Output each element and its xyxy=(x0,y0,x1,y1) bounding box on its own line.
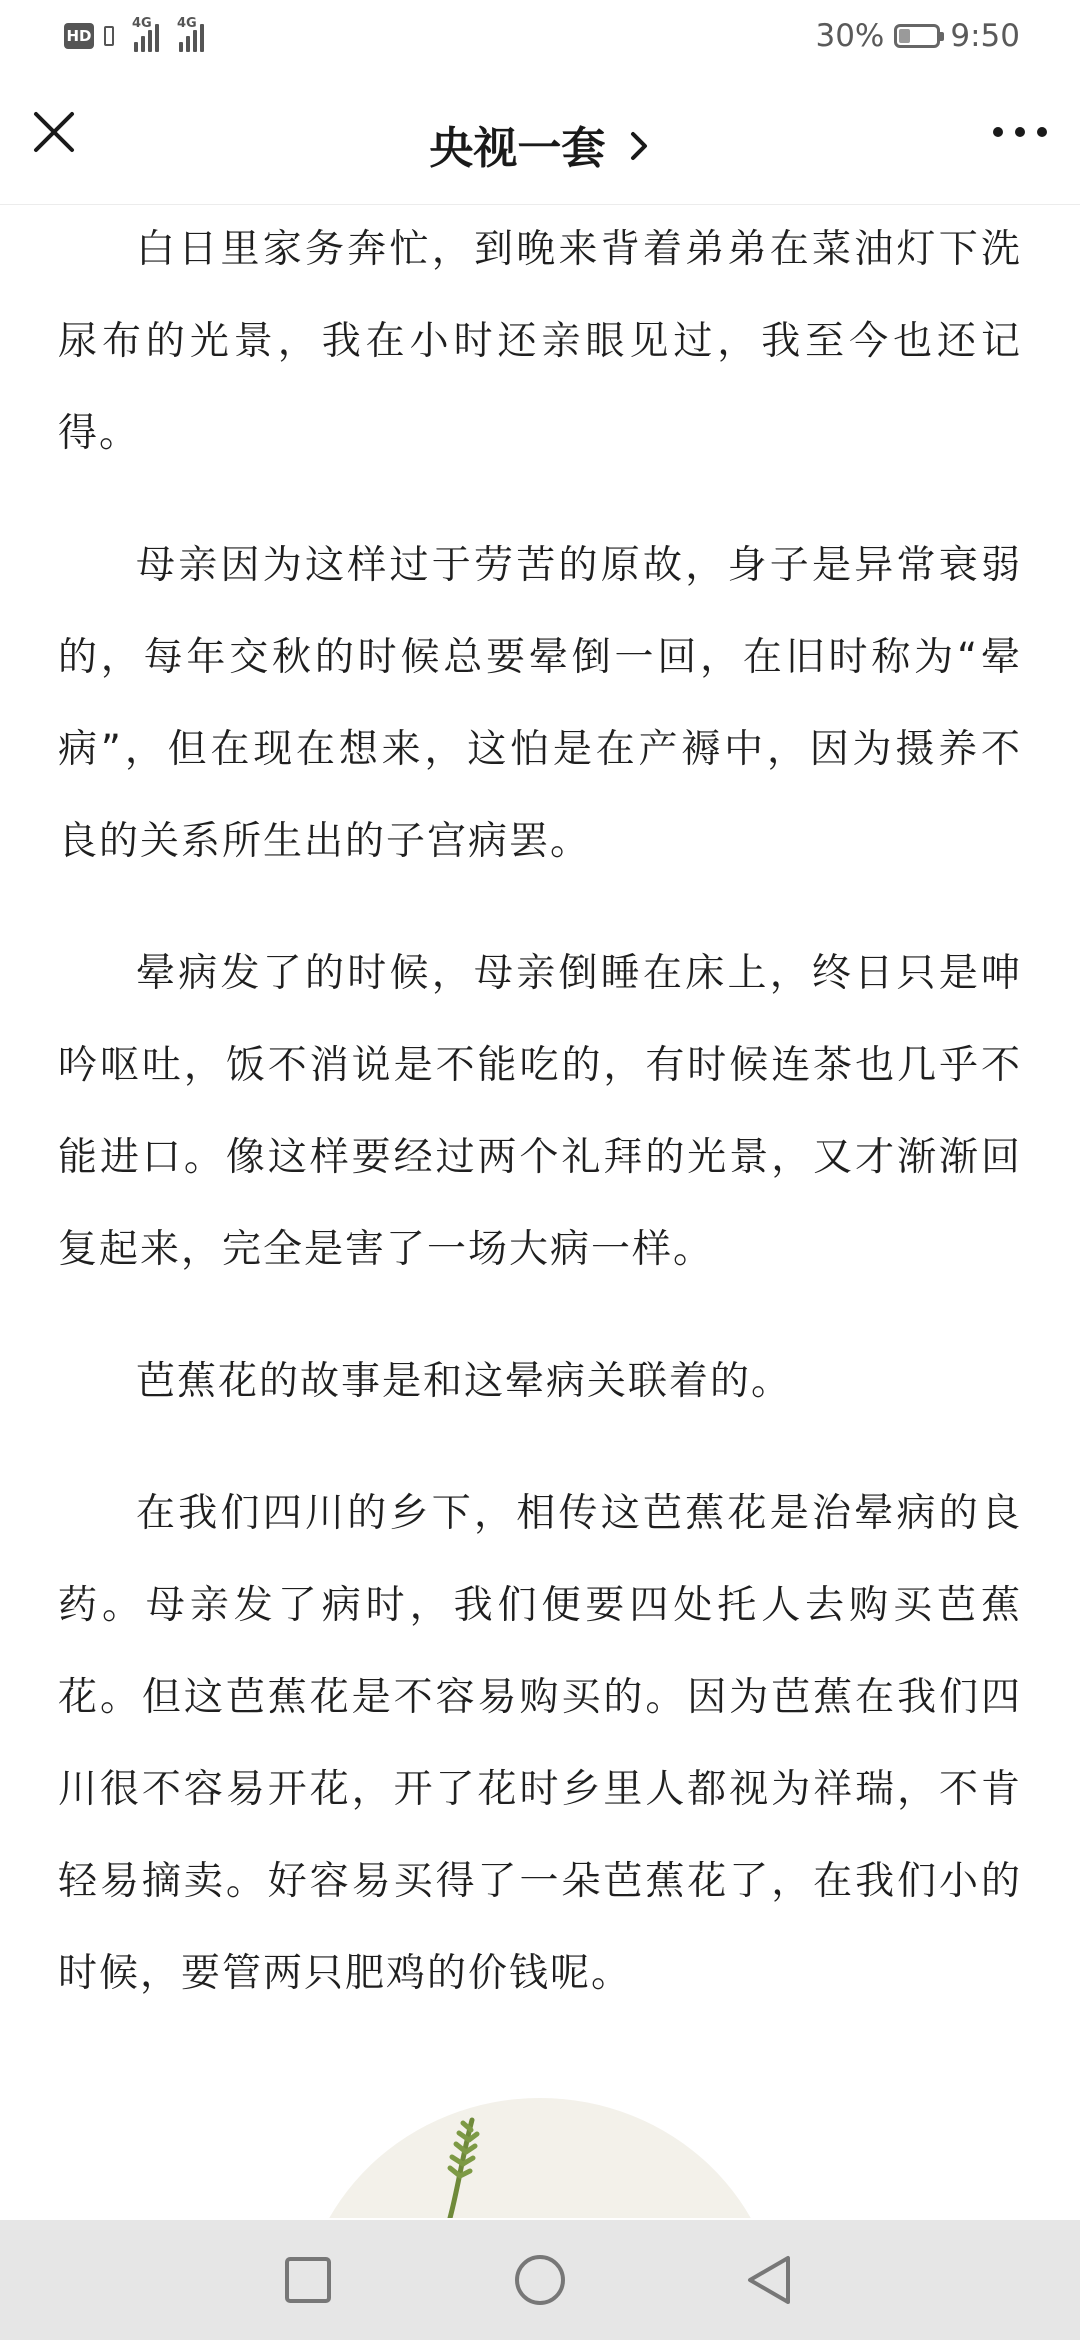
triangle-back-icon xyxy=(740,2250,800,2310)
network-type-label-2: 4G xyxy=(177,16,197,31)
recent-apps-button[interactable] xyxy=(278,2250,338,2310)
system-navigation-bar xyxy=(0,2220,1080,2340)
volte-icon xyxy=(104,26,114,46)
chevron-right-icon xyxy=(629,126,651,177)
battery-icon xyxy=(894,24,940,48)
page-title: 央视一套 xyxy=(429,123,606,174)
article-illustration xyxy=(300,2098,780,2218)
battery-fill xyxy=(899,29,910,43)
status-bar xyxy=(0,0,1080,72)
article-paragraph: 晕病发了的时候，母亲倒睡在床上，终日只是呻吟呕吐，饭不消说是不能吃的，有时候连茶也几乎不能进口。像这样要经过两个礼拜的光景，又才渐渐回复起来，完全是害了一场大病一样。 xyxy=(58,951,1022,1272)
signal-icon-1 xyxy=(132,16,159,52)
page-title-link[interactable] xyxy=(0,112,1080,177)
status-right xyxy=(815,18,1020,54)
more-horizontal-icon xyxy=(990,112,1050,152)
header-bar xyxy=(0,72,1080,205)
network-type-label-1: 4G xyxy=(132,16,152,31)
clock: 9:50 xyxy=(950,18,1020,54)
article-paragraph: 芭蕉花的故事是和这晕病关联着的。 xyxy=(136,1359,793,1404)
more-options-button[interactable] xyxy=(990,112,1050,152)
article-paragraph: 白日里家务奔忙，到晚来背着弟弟在菜油灯下洗尿布的光景，我在小时还亲眼见过，我至今也还记得。 xyxy=(58,227,1022,456)
article-body xyxy=(58,204,1022,2020)
article-paragraph: 在我们四川的乡下，相传这芭蕉花是治晕病的良药。母亲发了病时，我们便要四处托人去购买芭蕉花。但这芭蕉花是不容易购买的。因为芭蕉在我们四川很不容易开花，开了花时乡里人都视为祥瑞，不肯轻易摘卖。好容易买得了一朵芭蕉花了，在我们小的时候，要管两只肥鸡的价钱呢。 xyxy=(58,1491,1022,1996)
article-paragraph: 母亲因为这样过于劳苦的原故，身子是异常衰弱的，每年交秋的时候总要晕倒一回，在旧时称为“晕病”，但在现在想来，这怕是在产褥中，因为摄养不良的关系所生出的子宫病罢。 xyxy=(58,543,1022,864)
circle-home-icon xyxy=(510,2250,570,2310)
home-button[interactable] xyxy=(510,2250,570,2310)
square-recent-apps-icon xyxy=(278,2250,338,2310)
hd-icon: HD xyxy=(64,23,94,49)
back-button[interactable] xyxy=(740,2250,800,2310)
battery-percent: 30% xyxy=(815,18,885,54)
status-left xyxy=(64,16,204,52)
signal-icon-2 xyxy=(177,16,204,52)
